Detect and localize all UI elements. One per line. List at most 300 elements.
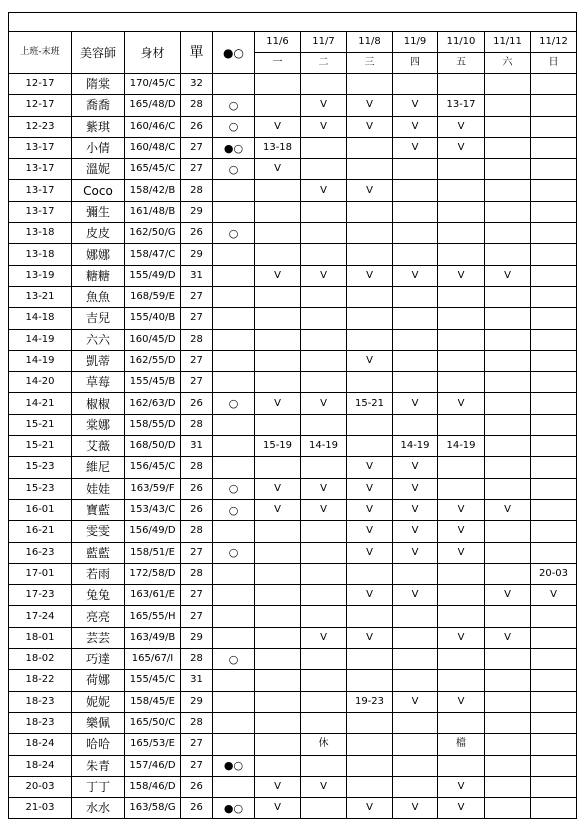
day-cell: V — [255, 159, 301, 180]
mark-cell — [213, 201, 255, 222]
day-cell: V — [393, 691, 438, 712]
day-cell — [531, 436, 577, 457]
shift-cell: 16-01 — [9, 499, 72, 520]
day-cell: V — [347, 798, 393, 819]
table-row — [9, 734, 577, 755]
day-cell: V — [347, 180, 393, 201]
day-cell: V — [255, 499, 301, 520]
shift-cell: 21-03 — [9, 798, 72, 819]
title-row — [9, 13, 577, 32]
day-cell: 14-19 — [301, 436, 347, 457]
day-cell — [347, 414, 393, 435]
day-cell: V — [347, 521, 393, 542]
shift-cell: 14-19 — [9, 350, 72, 371]
day-cell — [393, 606, 438, 627]
figure-cell: 155/45/B — [125, 372, 181, 393]
day-cell: V — [347, 585, 393, 606]
mark-cell: ●○ — [213, 755, 255, 776]
figure-cell: 158/55/D — [125, 414, 181, 435]
day-cell — [531, 372, 577, 393]
header-row-dates — [9, 32, 577, 53]
day-cell — [393, 244, 438, 265]
table-row — [9, 691, 577, 712]
table-row — [9, 223, 577, 244]
day-cell — [393, 74, 438, 95]
orders-cell: 32 — [181, 74, 213, 95]
day-cell — [531, 776, 577, 797]
figure-cell: 157/46/D — [125, 755, 181, 776]
day-cell — [485, 329, 531, 350]
day-cell: V — [438, 542, 485, 563]
day-cell: V — [393, 521, 438, 542]
day-cell — [438, 563, 485, 584]
table-row — [9, 627, 577, 648]
header-date: 11/7 — [301, 32, 347, 53]
stylist-name-cell: 丁丁 — [72, 776, 125, 797]
day-cell — [485, 223, 531, 244]
mark-cell: ●○ — [213, 798, 255, 819]
shift-cell: 14-20 — [9, 372, 72, 393]
mark-cell: ○ — [213, 649, 255, 670]
header-date: 11/10 — [438, 32, 485, 53]
stylist-name-cell: 藍藍 — [72, 542, 125, 563]
shift-cell: 13-17 — [9, 180, 72, 201]
day-cell: V — [393, 478, 438, 499]
day-cell — [347, 563, 393, 584]
mark-cell — [213, 521, 255, 542]
day-cell — [255, 585, 301, 606]
day-cell — [438, 649, 485, 670]
day-cell: V — [301, 180, 347, 201]
shift-cell: 18-22 — [9, 670, 72, 691]
day-cell: 20-03 — [531, 563, 577, 584]
day-cell — [301, 308, 347, 329]
stylist-name-cell: 若雨 — [72, 563, 125, 584]
figure-cell: 156/45/C — [125, 457, 181, 478]
mark-cell — [213, 414, 255, 435]
day-cell — [485, 244, 531, 265]
orders-cell: 29 — [181, 201, 213, 222]
shift-cell: 13-18 — [9, 244, 72, 265]
orders-cell: 31 — [181, 436, 213, 457]
stylist-name-cell: 喬喬 — [72, 95, 125, 116]
orders-cell: 28 — [181, 521, 213, 542]
mark-cell — [213, 691, 255, 712]
day-cell — [531, 691, 577, 712]
orders-cell: 27 — [181, 585, 213, 606]
day-cell: V — [255, 478, 301, 499]
day-cell — [255, 308, 301, 329]
day-cell: V — [347, 542, 393, 563]
day-cell — [301, 542, 347, 563]
mark-cell: ○ — [213, 159, 255, 180]
figure-cell: 170/45/C — [125, 74, 181, 95]
table-row — [9, 563, 577, 584]
table-row — [9, 436, 577, 457]
day-cell: V — [347, 95, 393, 116]
day-cell — [255, 372, 301, 393]
table-row — [9, 308, 577, 329]
day-cell — [531, 286, 577, 307]
table-row — [9, 265, 577, 286]
orders-cell: 27 — [181, 137, 213, 158]
stylist-name-cell: 艾薇 — [72, 436, 125, 457]
day-cell — [393, 776, 438, 797]
figure-cell: 161/48/B — [125, 201, 181, 222]
table-row — [9, 74, 577, 95]
day-cell — [347, 329, 393, 350]
day-cell — [347, 244, 393, 265]
day-cell — [438, 159, 485, 180]
table-row — [9, 542, 577, 563]
table-row — [9, 670, 577, 691]
day-cell — [485, 180, 531, 201]
shift-cell: 13-17 — [9, 137, 72, 158]
day-cell — [531, 734, 577, 755]
day-cell — [393, 755, 438, 776]
table-row — [9, 478, 577, 499]
table-row — [9, 606, 577, 627]
shift-cell: 18-23 — [9, 712, 72, 733]
figure-cell: 165/67/I — [125, 649, 181, 670]
day-cell: V — [255, 393, 301, 414]
day-cell — [393, 286, 438, 307]
figure-cell: 160/45/D — [125, 329, 181, 350]
day-cell: V — [438, 137, 485, 158]
day-cell — [301, 691, 347, 712]
stylist-name-cell: 隋棠 — [72, 74, 125, 95]
mark-cell — [213, 244, 255, 265]
stylist-name-cell: 荷娜 — [72, 670, 125, 691]
mark-cell — [213, 265, 255, 286]
shift-cell: 15-23 — [9, 457, 72, 478]
day-cell: V — [301, 95, 347, 116]
day-cell — [438, 329, 485, 350]
stylist-name-cell: 吉兒 — [72, 308, 125, 329]
table-row — [9, 393, 577, 414]
day-cell — [531, 137, 577, 158]
orders-cell: 28 — [181, 95, 213, 116]
day-cell — [485, 436, 531, 457]
day-cell — [531, 116, 577, 137]
day-cell — [438, 350, 485, 371]
day-cell: V — [301, 499, 347, 520]
orders-cell: 27 — [181, 372, 213, 393]
day-cell — [393, 201, 438, 222]
mark-cell — [213, 329, 255, 350]
orders-cell: 28 — [181, 649, 213, 670]
stylist-name-cell: 草莓 — [72, 372, 125, 393]
stylist-name-cell: 六六 — [72, 329, 125, 350]
shift-cell: 14-19 — [9, 329, 72, 350]
day-cell — [301, 350, 347, 371]
day-cell: 檔 — [438, 734, 485, 755]
header-figure: 身材 — [125, 32, 181, 74]
shift-cell: 18-02 — [9, 649, 72, 670]
day-cell — [485, 542, 531, 563]
day-cell — [485, 478, 531, 499]
day-cell: V — [347, 627, 393, 648]
day-cell — [531, 670, 577, 691]
figure-cell: 158/42/B — [125, 180, 181, 201]
figure-cell: 155/49/D — [125, 265, 181, 286]
day-cell — [438, 712, 485, 733]
day-cell — [301, 606, 347, 627]
mark-cell — [213, 606, 255, 627]
header-weekday: 日 — [531, 53, 577, 74]
orders-cell: 27 — [181, 308, 213, 329]
figure-cell: 165/53/E — [125, 734, 181, 755]
day-cell — [301, 414, 347, 435]
stylist-name-cell: 娜娜 — [72, 244, 125, 265]
header-date: 11/8 — [347, 32, 393, 53]
table-row — [9, 201, 577, 222]
day-cell — [255, 521, 301, 542]
table-row — [9, 95, 577, 116]
day-cell — [255, 457, 301, 478]
figure-cell: 160/48/C — [125, 137, 181, 158]
day-cell — [347, 712, 393, 733]
figure-cell: 162/50/G — [125, 223, 181, 244]
day-cell — [255, 649, 301, 670]
day-cell — [485, 137, 531, 158]
day-cell — [531, 755, 577, 776]
figure-cell: 168/59/E — [125, 286, 181, 307]
header-date: 11/11 — [485, 32, 531, 53]
day-cell — [438, 478, 485, 499]
figure-cell: 172/58/D — [125, 563, 181, 584]
day-cell — [531, 712, 577, 733]
figure-cell: 153/43/C — [125, 499, 181, 520]
stylist-name-cell: 魚魚 — [72, 286, 125, 307]
mark-cell — [213, 457, 255, 478]
table-row — [9, 350, 577, 371]
day-cell: V — [485, 585, 531, 606]
day-cell — [301, 563, 347, 584]
stylist-name-cell: 寶藍 — [72, 499, 125, 520]
figure-cell: 155/40/B — [125, 308, 181, 329]
shift-cell: 18-24 — [9, 755, 72, 776]
mark-cell — [213, 436, 255, 457]
day-cell — [438, 308, 485, 329]
orders-cell: 26 — [181, 776, 213, 797]
day-cell — [255, 180, 301, 201]
day-cell: V — [255, 776, 301, 797]
day-cell: 15-19 — [255, 436, 301, 457]
mark-cell: ○ — [213, 393, 255, 414]
header-weekday: 二 — [301, 53, 347, 74]
day-cell: V — [347, 499, 393, 520]
day-cell — [531, 265, 577, 286]
day-cell: 14-19 — [438, 436, 485, 457]
header-shift: 上班-末班 — [9, 32, 72, 74]
table-row — [9, 159, 577, 180]
day-cell — [393, 180, 438, 201]
mark-cell — [213, 585, 255, 606]
day-cell — [531, 244, 577, 265]
table-row — [9, 798, 577, 819]
day-cell — [301, 74, 347, 95]
day-cell — [531, 74, 577, 95]
header-weekday: 一 — [255, 53, 301, 74]
day-cell — [301, 521, 347, 542]
mark-cell: ○ — [213, 116, 255, 137]
table-row — [9, 755, 577, 776]
day-cell — [485, 649, 531, 670]
day-cell — [485, 372, 531, 393]
day-cell — [438, 74, 485, 95]
header-weekday: 五 — [438, 53, 485, 74]
day-cell — [531, 649, 577, 670]
day-cell — [255, 712, 301, 733]
table-row — [9, 712, 577, 733]
day-cell — [301, 286, 347, 307]
day-cell — [347, 159, 393, 180]
day-cell: V — [393, 116, 438, 137]
figure-cell: 158/46/D — [125, 776, 181, 797]
day-cell — [347, 734, 393, 755]
table-row — [9, 180, 577, 201]
figure-cell: 165/45/C — [125, 159, 181, 180]
shift-cell: 16-21 — [9, 521, 72, 542]
day-cell — [255, 670, 301, 691]
table-row — [9, 116, 577, 137]
header-date: 11/12 — [531, 32, 577, 53]
day-cell — [438, 414, 485, 435]
day-cell — [255, 223, 301, 244]
stylist-name-cell: 椒椒 — [72, 393, 125, 414]
stylist-name-cell: 雯雯 — [72, 521, 125, 542]
shift-cell: 14-18 — [9, 308, 72, 329]
mark-cell: ○ — [213, 95, 255, 116]
day-cell — [485, 95, 531, 116]
day-cell — [485, 201, 531, 222]
day-cell — [531, 542, 577, 563]
orders-cell: 28 — [181, 712, 213, 733]
stylist-name-cell: 妮妮 — [72, 691, 125, 712]
day-cell — [301, 457, 347, 478]
table-row — [9, 499, 577, 520]
day-cell — [438, 180, 485, 201]
stylist-name-cell: 溫妮 — [72, 159, 125, 180]
shift-cell: 12-17 — [9, 95, 72, 116]
day-cell: V — [255, 265, 301, 286]
stylist-name-cell: 棠娜 — [72, 414, 125, 435]
day-cell — [255, 563, 301, 584]
day-cell — [255, 734, 301, 755]
stylist-name-cell: 娃娃 — [72, 478, 125, 499]
day-cell — [531, 414, 577, 435]
day-cell — [438, 585, 485, 606]
day-cell — [485, 350, 531, 371]
day-cell — [485, 308, 531, 329]
mark-cell — [213, 712, 255, 733]
day-cell — [531, 159, 577, 180]
stylist-name-cell: 小倩 — [72, 137, 125, 158]
day-cell — [485, 691, 531, 712]
table-row — [9, 286, 577, 307]
day-cell: V — [301, 776, 347, 797]
day-cell: V — [255, 116, 301, 137]
day-cell: V — [393, 457, 438, 478]
orders-cell: 28 — [181, 329, 213, 350]
header-stylist: 美容師 — [72, 32, 125, 74]
orders-cell: 27 — [181, 159, 213, 180]
day-cell — [485, 457, 531, 478]
day-cell — [485, 159, 531, 180]
day-cell — [255, 627, 301, 648]
header-weekday: 四 — [393, 53, 438, 74]
mark-cell — [213, 776, 255, 797]
day-cell — [485, 712, 531, 733]
day-cell — [255, 201, 301, 222]
day-cell — [301, 798, 347, 819]
day-cell — [393, 414, 438, 435]
table-row — [9, 585, 577, 606]
day-cell — [301, 670, 347, 691]
mark-cell: ●○ — [213, 137, 255, 158]
day-cell: 15-21 — [347, 393, 393, 414]
stylist-name-cell: 哈哈 — [72, 734, 125, 755]
stylist-name-cell: 皮皮 — [72, 223, 125, 244]
day-cell: V — [531, 585, 577, 606]
day-cell — [255, 244, 301, 265]
day-cell — [485, 116, 531, 137]
figure-cell: 156/49/D — [125, 521, 181, 542]
orders-cell: 26 — [181, 223, 213, 244]
day-cell: V — [347, 265, 393, 286]
day-cell — [393, 734, 438, 755]
mark-cell: ○ — [213, 499, 255, 520]
day-cell — [347, 670, 393, 691]
day-cell — [301, 201, 347, 222]
day-cell — [531, 521, 577, 542]
day-cell — [393, 308, 438, 329]
mark-cell — [213, 734, 255, 755]
day-cell — [255, 329, 301, 350]
day-cell: V — [438, 776, 485, 797]
day-cell — [438, 372, 485, 393]
day-cell — [438, 244, 485, 265]
figure-cell: 158/45/E — [125, 691, 181, 712]
orders-cell: 27 — [181, 606, 213, 627]
day-cell — [438, 201, 485, 222]
figure-cell: 162/63/D — [125, 393, 181, 414]
day-cell: V — [485, 265, 531, 286]
day-cell — [485, 755, 531, 776]
day-cell — [347, 372, 393, 393]
day-cell — [301, 159, 347, 180]
mark-cell — [213, 286, 255, 307]
day-cell — [531, 95, 577, 116]
orders-cell: 29 — [181, 627, 213, 648]
day-cell — [347, 137, 393, 158]
day-cell — [301, 712, 347, 733]
day-cell — [347, 223, 393, 244]
mark-cell — [213, 308, 255, 329]
day-cell — [393, 670, 438, 691]
day-cell: V — [347, 116, 393, 137]
day-cell: V — [438, 798, 485, 819]
day-cell — [393, 627, 438, 648]
stylist-name-cell: Coco — [72, 180, 125, 201]
figure-cell: 163/58/G — [125, 798, 181, 819]
day-cell — [393, 372, 438, 393]
day-cell — [485, 521, 531, 542]
table-row — [9, 521, 577, 542]
figure-cell: 165/48/D — [125, 95, 181, 116]
title-cell — [9, 13, 577, 32]
